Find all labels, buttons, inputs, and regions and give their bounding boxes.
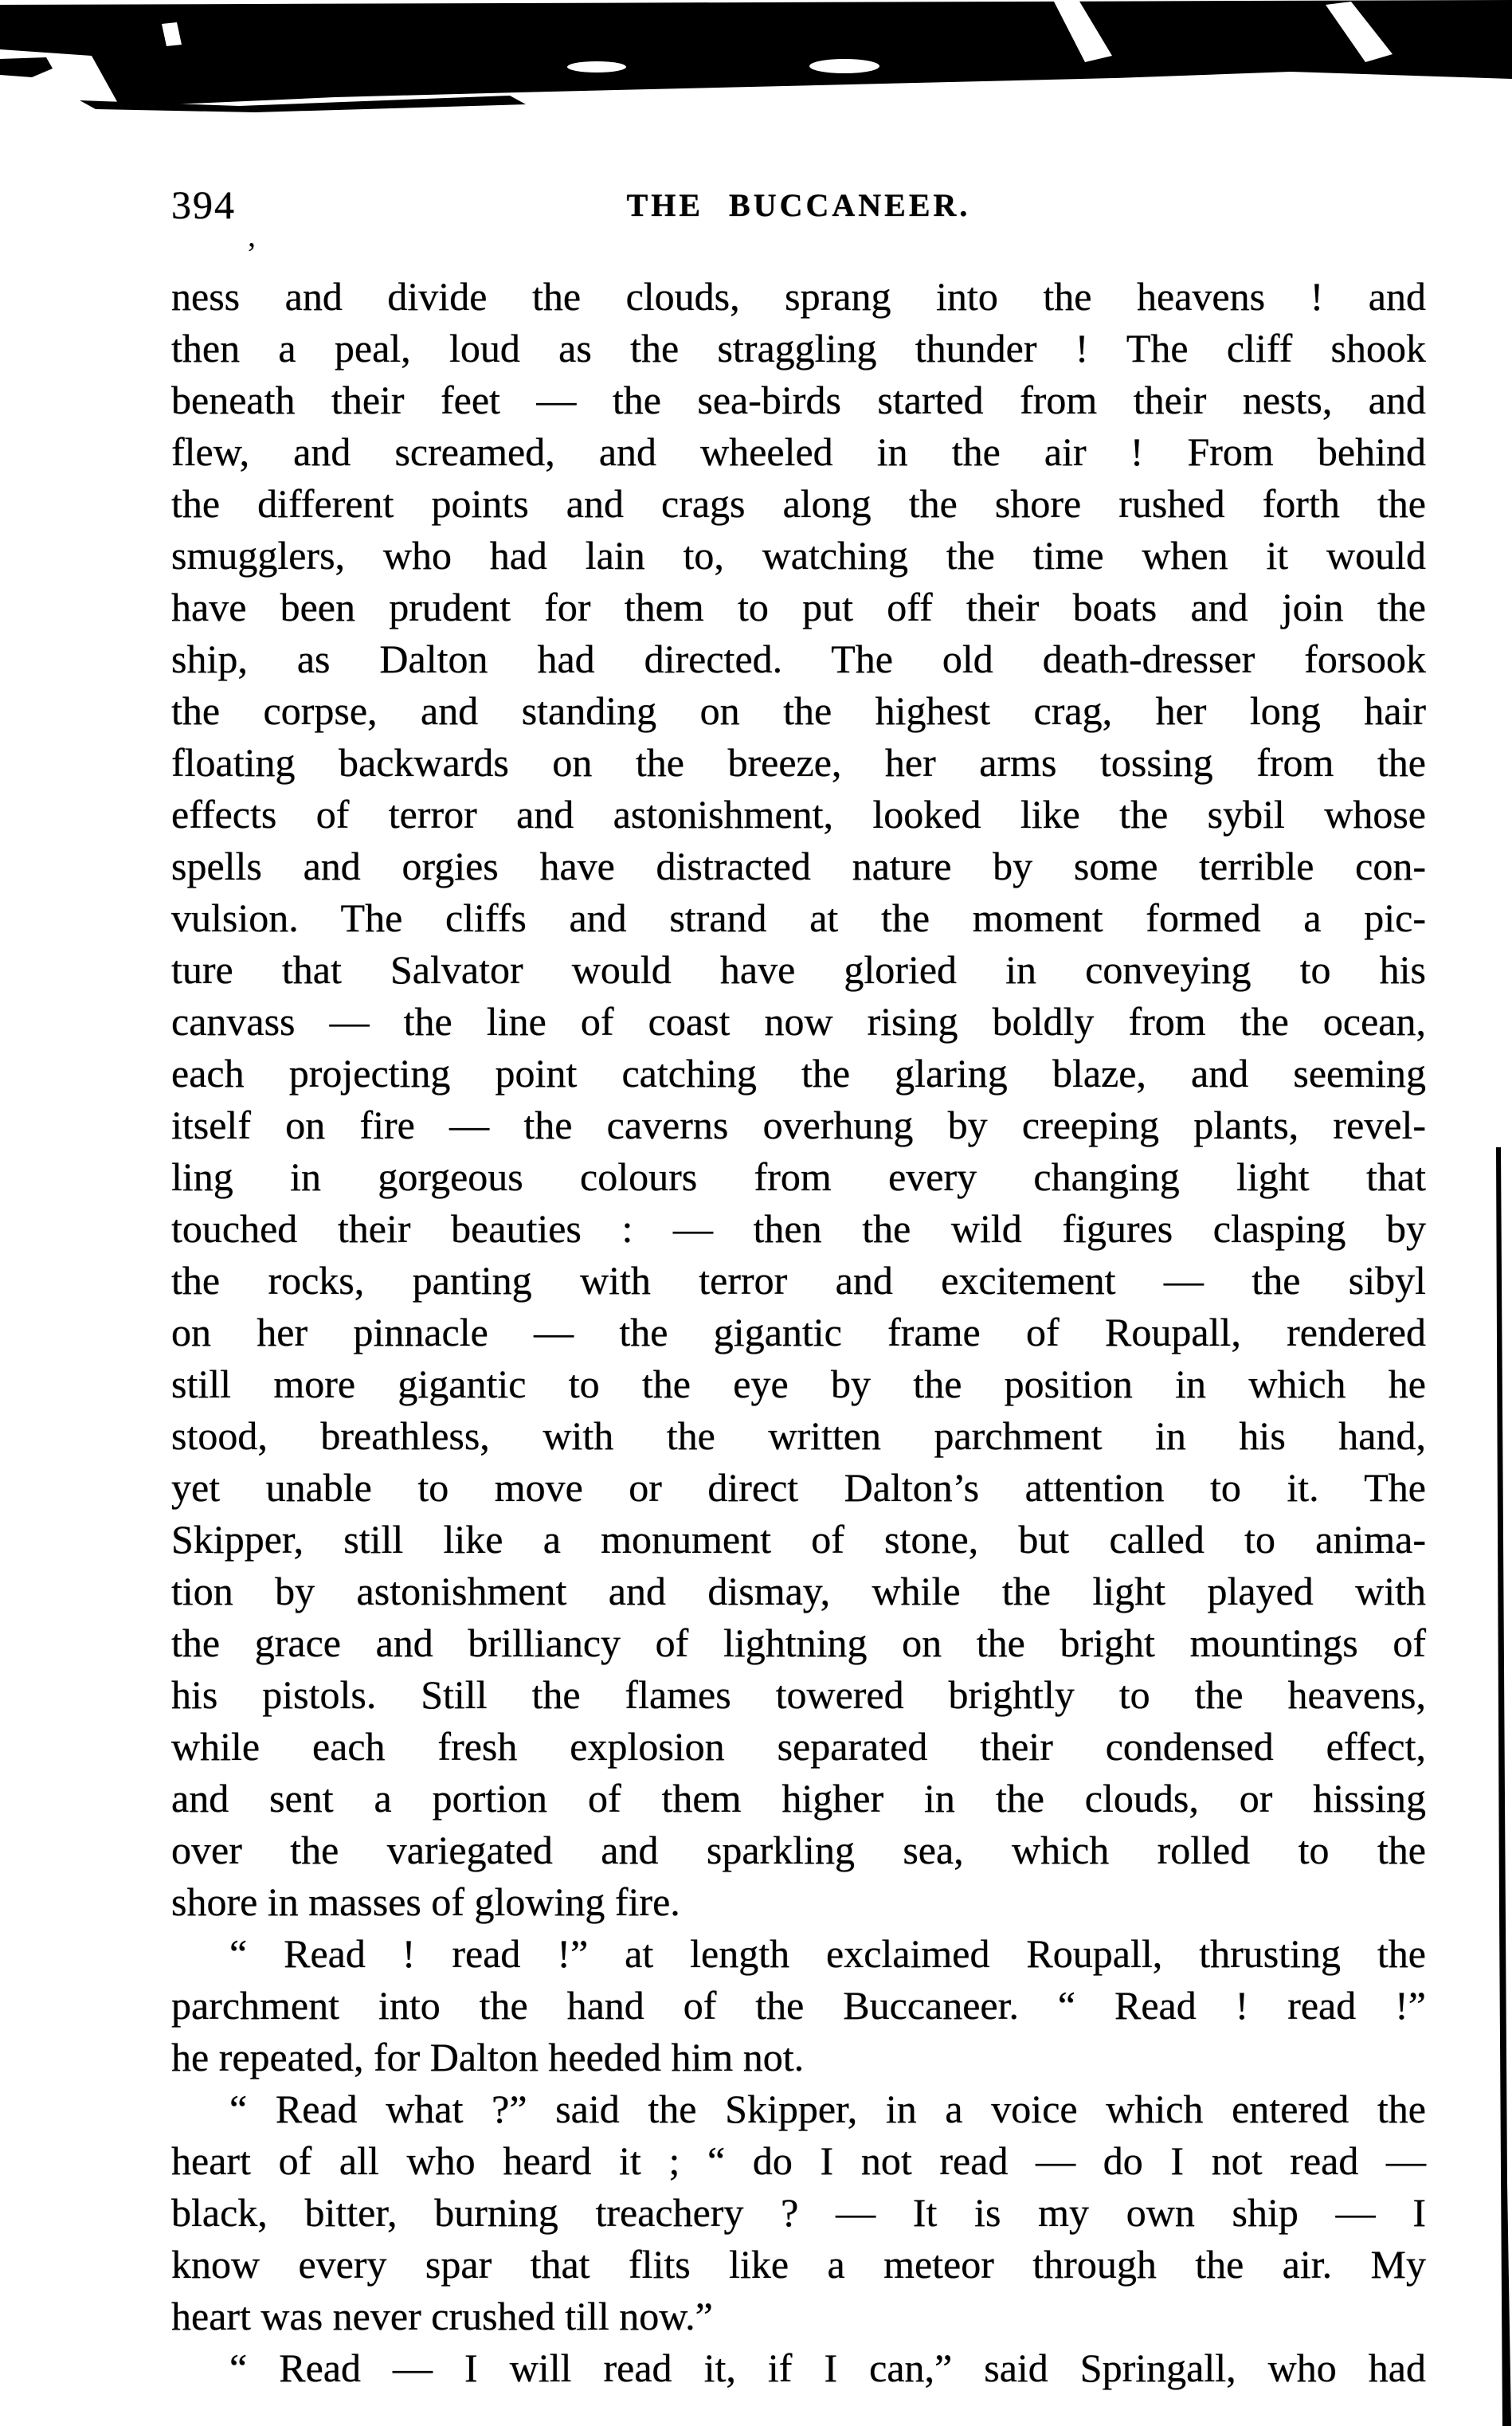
ink-speck-artifact: ,	[248, 218, 256, 253]
text-line: floating backwards on the breeze, her arms tossing from the	[171, 740, 1426, 785]
text-line: heart of all who heard it ; “ do I not read — do I not read —	[171, 2138, 1426, 2183]
text-line: ture that Salvator would have gloried in conveying to his	[171, 947, 1426, 992]
text-line: black, bitter, burning treachery ? — It is my own ship — I	[171, 2190, 1426, 2235]
text-line: tion by astonishment and dismay, while the light played with	[171, 1569, 1426, 1613]
page-header	[171, 182, 1426, 253]
text-line: ship, as Dalton had directed. The old death-dresser forsook	[171, 637, 1426, 681]
text-block	[171, 271, 1426, 2394]
text-line: canvass — the line of coast now rising boldly from the ocean,	[171, 999, 1426, 1044]
text-line: on her pinnacle — the gigantic frame of Roupall, rendered	[171, 1310, 1426, 1354]
text-line: beneath their feet — the sea-birds started from their nests, and	[171, 378, 1426, 422]
text-line: Skipper, still like a monument of stone, but called to anima-	[171, 1517, 1426, 1562]
text-line: touched their beauties : — then the wild figures clasping by	[171, 1206, 1426, 1251]
running-title: THE BUCCANEER.	[626, 187, 971, 223]
text-line: spells and orgies have distracted nature by some terrible con-	[171, 844, 1426, 888]
text-line: the different points and crags along the shore rushed forth the	[171, 481, 1426, 526]
text-line: parchment into the hand of the Buccaneer. “ Read ! read !”	[171, 1983, 1426, 2028]
text-line: while each fresh explosion separated their condensed effect,	[171, 1724, 1426, 1769]
text-line: and sent a portion of them higher in the clouds, or hissing	[171, 1776, 1426, 1820]
text-line: then a peal, loud as the straggling thunder ! The cliff shook	[171, 326, 1426, 370]
page-number: 394	[171, 182, 236, 227]
text-line: stood, breathless, with the written parchment in his hand,	[171, 1413, 1426, 1458]
text-line: heart was never crushed till now.”	[171, 2294, 713, 2338]
text-line: smugglers, who had lain to, watching the time when it would	[171, 533, 1426, 578]
text-line: “ Read what ?” said the Skipper, in a voice which entered the	[229, 2087, 1426, 2131]
text-line: have been prudent for them to put off their boats and join the	[171, 585, 1426, 629]
text-line: his pistols. Still the flames towered brightly to the heavens,	[171, 1672, 1426, 1717]
text-line: shore in masses of glowing fire.	[171, 1879, 680, 1924]
text-line: know every spar that flits like a meteor through the air. My	[171, 2242, 1426, 2287]
text-line: the corpse, and standing on the highest crag, her long hair	[171, 688, 1426, 733]
text-line: ness and divide the clouds, sprang into the heavens ! and	[171, 274, 1426, 319]
text-line: each projecting point catching the glaring blaze, and seeming	[171, 1051, 1426, 1095]
text-line: still more gigantic to the eye by the position in which he	[171, 1362, 1426, 1406]
text-line: “ Read ! read !” at length exclaimed Roupall, thrusting the	[229, 1931, 1426, 1976]
text-line: yet unable to move or direct Dalton’s attention to it. The	[171, 1465, 1426, 1510]
text-line: vulsion. The cliffs and strand at the moment formed a pic-	[171, 896, 1426, 940]
text-line: he repeated, for Dalton heeded him not.	[171, 2035, 805, 2079]
text-line: “ Read — I will read it, if I can,” said Springall, who had	[229, 2346, 1426, 2390]
text-line: effects of terror and astonishment, looked like the sybil whose	[171, 792, 1426, 837]
text-line: the rocks, panting with terror and excitement — the sibyl	[171, 1258, 1426, 1303]
text-line: over the variegated and sparkling sea, which rolled to the	[171, 1828, 1426, 1872]
text-line: flew, and screamed, and wheeled in the air ! From behind	[171, 429, 1426, 474]
text-line: itself on fire — the caverns overhung by creeping plants, revel-	[171, 1103, 1426, 1147]
text-line: the grace and brilliancy of lightning on the bright mountings of	[171, 1621, 1426, 1665]
text-line: ling in gorgeous colours from every changing light that	[171, 1154, 1426, 1199]
